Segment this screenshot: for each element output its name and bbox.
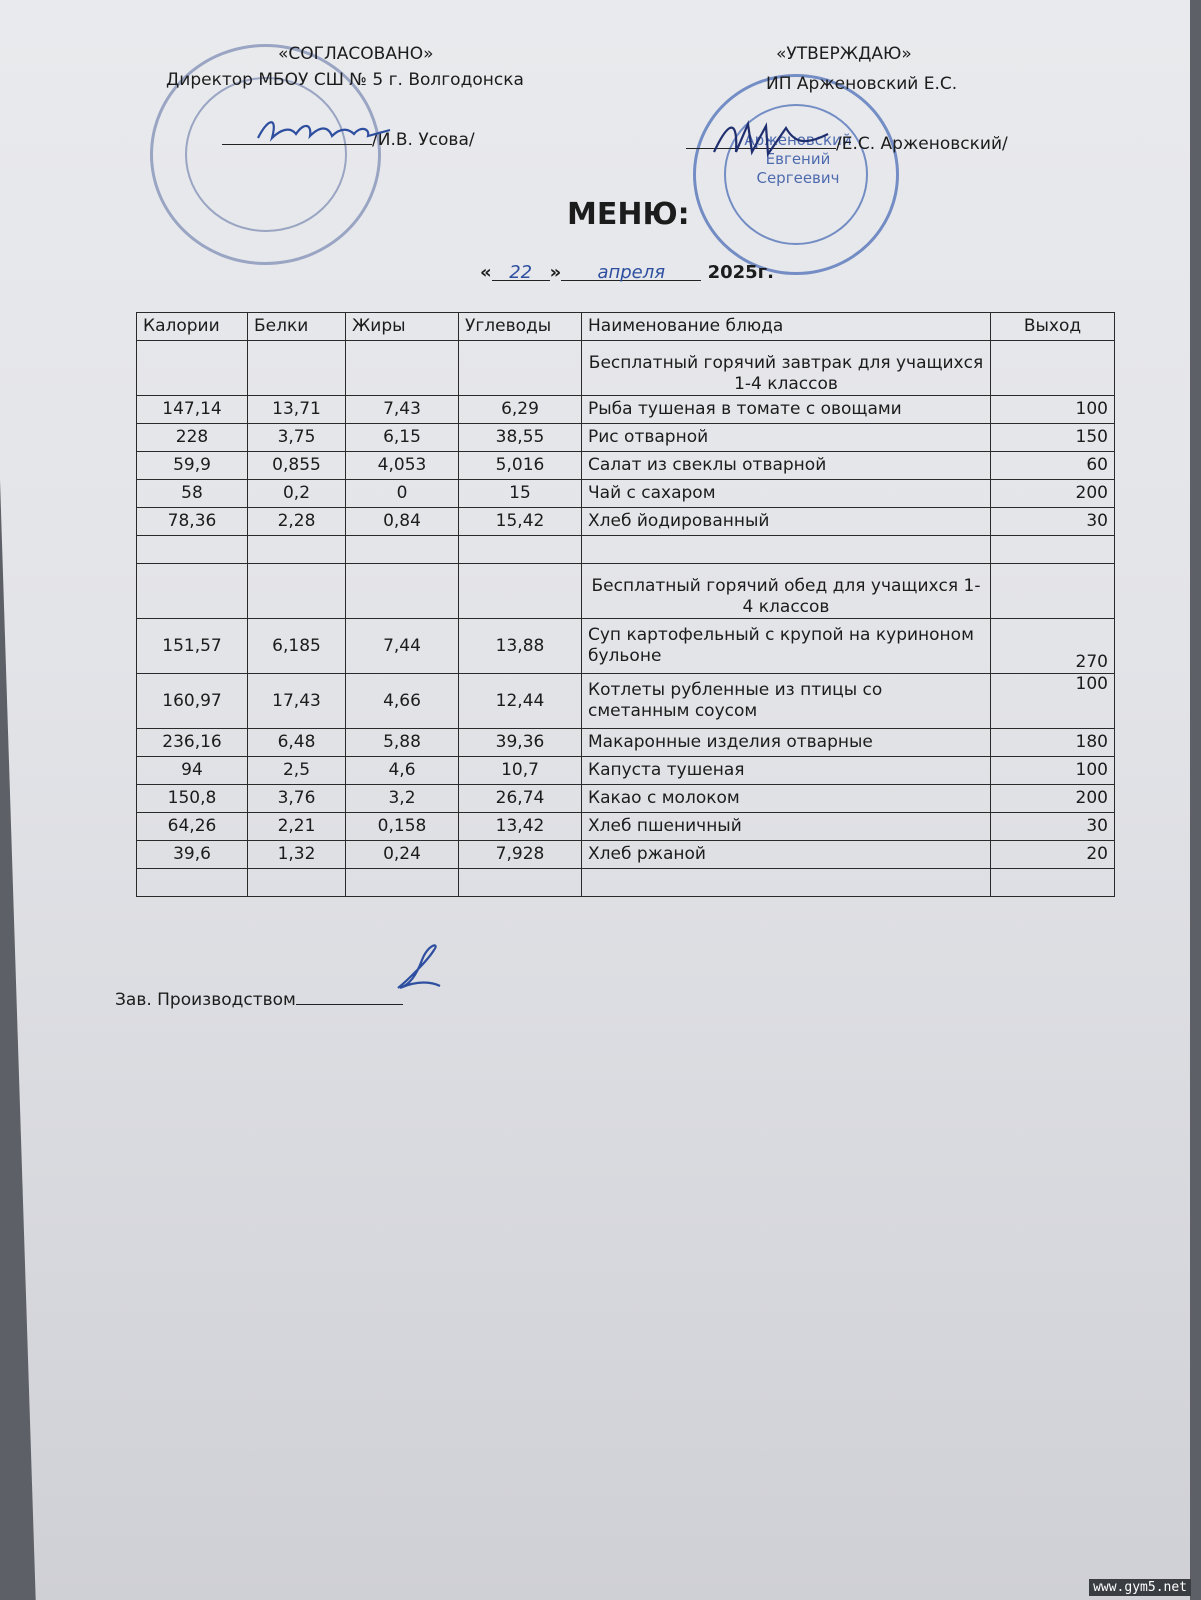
header-yield: Выход [991,313,1115,341]
yield-cell: 200 [991,785,1115,813]
dish-name-cell: Рис отварной [582,424,991,452]
header-carbs: Углеводы [459,313,582,341]
carbs-cell: 26,74 [459,785,582,813]
page-title: МЕНЮ: [567,197,690,232]
date-close-quote: » [549,262,562,283]
production-manager-blank [296,988,403,1005]
carbs-cell: 12,44 [459,674,582,729]
protein-cell: 0,2 [248,480,346,508]
dish-name-cell: Котлеты рубленные из птицы со сметанным соусом [582,674,991,729]
protein-cell: 17,43 [248,674,346,729]
fat-cell: 4,66 [346,674,459,729]
lunch-section-row [137,564,1115,619]
carbs-cell: 5,016 [459,452,582,480]
fat-cell: 0,24 [346,841,459,869]
yield-cell: 100 [991,674,1115,729]
table-row [137,396,1115,424]
fat-cell: 4,6 [346,757,459,785]
calories-cell: 151,57 [137,619,248,674]
left-approval-position: Директор МБОУ СШ № 5 г. Волгодонска [166,70,524,90]
table-row [137,508,1115,536]
header-calories: Калории [137,313,248,341]
carbs-cell: 38,55 [459,424,582,452]
fat-cell: 7,44 [346,619,459,674]
yield-cell: 100 [991,396,1115,424]
protein-cell: 0,855 [248,452,346,480]
date-year: 2025г. [707,262,774,283]
calories-cell: 236,16 [137,729,248,757]
header-dish-name: Наименование блюда [582,313,991,341]
fat-cell: 4,053 [346,452,459,480]
fat-cell: 5,88 [346,729,459,757]
date-month: апреля [561,262,701,281]
protein-cell: 2,5 [248,757,346,785]
carbs-cell: 39,36 [459,729,582,757]
left-signature-name: /И.В. Усова/ [372,130,475,150]
dish-name-cell: Капуста тушеная [582,757,991,785]
carbs-cell: 6,29 [459,396,582,424]
fat-cell: 3,2 [346,785,459,813]
right-approval-position: ИП Арженовский Е.С. [766,74,958,94]
yield-cell: 200 [991,480,1115,508]
yield-cell: 150 [991,424,1115,452]
table-row [137,757,1115,785]
table-header-row [137,313,1115,341]
date-open-quote: « [480,262,492,283]
calories-cell: 150,8 [137,785,248,813]
dish-name-cell: Суп картофельный с крупой на куриноном бульоне [582,619,991,674]
left-approval-heading: «СОГЛАСОВАНО» [278,44,434,64]
protein-cell: 2,21 [248,813,346,841]
right-handwritten-signature [708,112,838,172]
yield-cell: 270 [991,619,1115,674]
header-fat: Жиры [346,313,459,341]
carbs-cell: 13,88 [459,619,582,674]
carbs-cell: 15,42 [459,508,582,536]
fat-cell: 7,43 [346,396,459,424]
protein-cell: 3,76 [248,785,346,813]
right-approval-heading: «УТВЕРЖДАЮ» [776,44,912,64]
site-watermark: www.gym5.net [1089,1579,1191,1596]
carbs-cell: 10,7 [459,757,582,785]
yield-cell: 30 [991,508,1115,536]
menu-date [480,262,774,283]
fat-cell: 0 [346,480,459,508]
calories-cell: 39,6 [137,841,248,869]
fat-cell: 0,158 [346,813,459,841]
table-row [137,452,1115,480]
production-manager-label: Зав. Производством [115,990,296,1010]
menu-table [136,312,1115,897]
dish-name-cell: Какао с молоком [582,785,991,813]
carbs-cell: 13,42 [459,813,582,841]
protein-cell: 6,48 [248,729,346,757]
empty-row [137,536,1115,564]
seal-line-3: Сергеевич [756,169,840,187]
table-row [137,480,1115,508]
right-signature-name: /Е.С. Арженовский/ [836,134,1008,154]
dish-name-cell: Хлеб ржаной [582,841,991,869]
lunch-section-title: Бесплатный горячий обед для учащихся 1-4 классов [582,564,991,619]
table-body [137,341,1115,897]
table-row [137,729,1115,757]
calories-cell: 94 [137,757,248,785]
breakfast-section-row [137,341,1115,396]
table-row [137,841,1115,869]
breakfast-section-title: Бесплатный горячий завтрак для учащихся 1-4 классов [582,341,991,396]
dish-name-cell: Хлеб пшеничный [582,813,991,841]
yield-cell: 180 [991,729,1115,757]
yield-cell: 60 [991,452,1115,480]
dish-name-cell: Салат из свеклы отварной [582,452,991,480]
table-row [137,785,1115,813]
production-manager-line [115,988,403,1010]
production-manager-signature [388,940,448,1000]
date-day: 22 [492,262,550,281]
calories-cell: 58 [137,480,248,508]
empty-row [137,869,1115,897]
dish-name-cell: Макаронные изделия отварные [582,729,991,757]
calories-cell: 160,97 [137,674,248,729]
left-handwritten-signature [250,108,400,153]
table-row [137,424,1115,452]
calories-cell: 228 [137,424,248,452]
yield-cell: 30 [991,813,1115,841]
protein-cell: 13,71 [248,396,346,424]
carbs-cell: 7,928 [459,841,582,869]
calories-cell: 78,36 [137,508,248,536]
protein-cell: 1,32 [248,841,346,869]
protein-cell: 6,185 [248,619,346,674]
protein-cell: 2,28 [248,508,346,536]
fat-cell: 0,84 [346,508,459,536]
calories-cell: 59,9 [137,452,248,480]
dish-name-cell: Чай с сахаром [582,480,991,508]
seal-line-1: Арженовский [744,131,852,149]
dish-name-cell: Хлеб йодированный [582,508,991,536]
dish-name-cell: Рыба тушеная в томате с овощами [582,396,991,424]
header-protein: Белки [248,313,346,341]
table-row [137,619,1115,674]
table-row [137,674,1115,729]
seal-line-2: Евгений [765,150,831,168]
calories-cell: 147,14 [137,396,248,424]
yield-cell: 100 [991,757,1115,785]
yield-cell: 20 [991,841,1115,869]
carbs-cell: 15 [459,480,582,508]
calories-cell: 64,26 [137,813,248,841]
protein-cell: 3,75 [248,424,346,452]
fat-cell: 6,15 [346,424,459,452]
table-row [137,813,1115,841]
